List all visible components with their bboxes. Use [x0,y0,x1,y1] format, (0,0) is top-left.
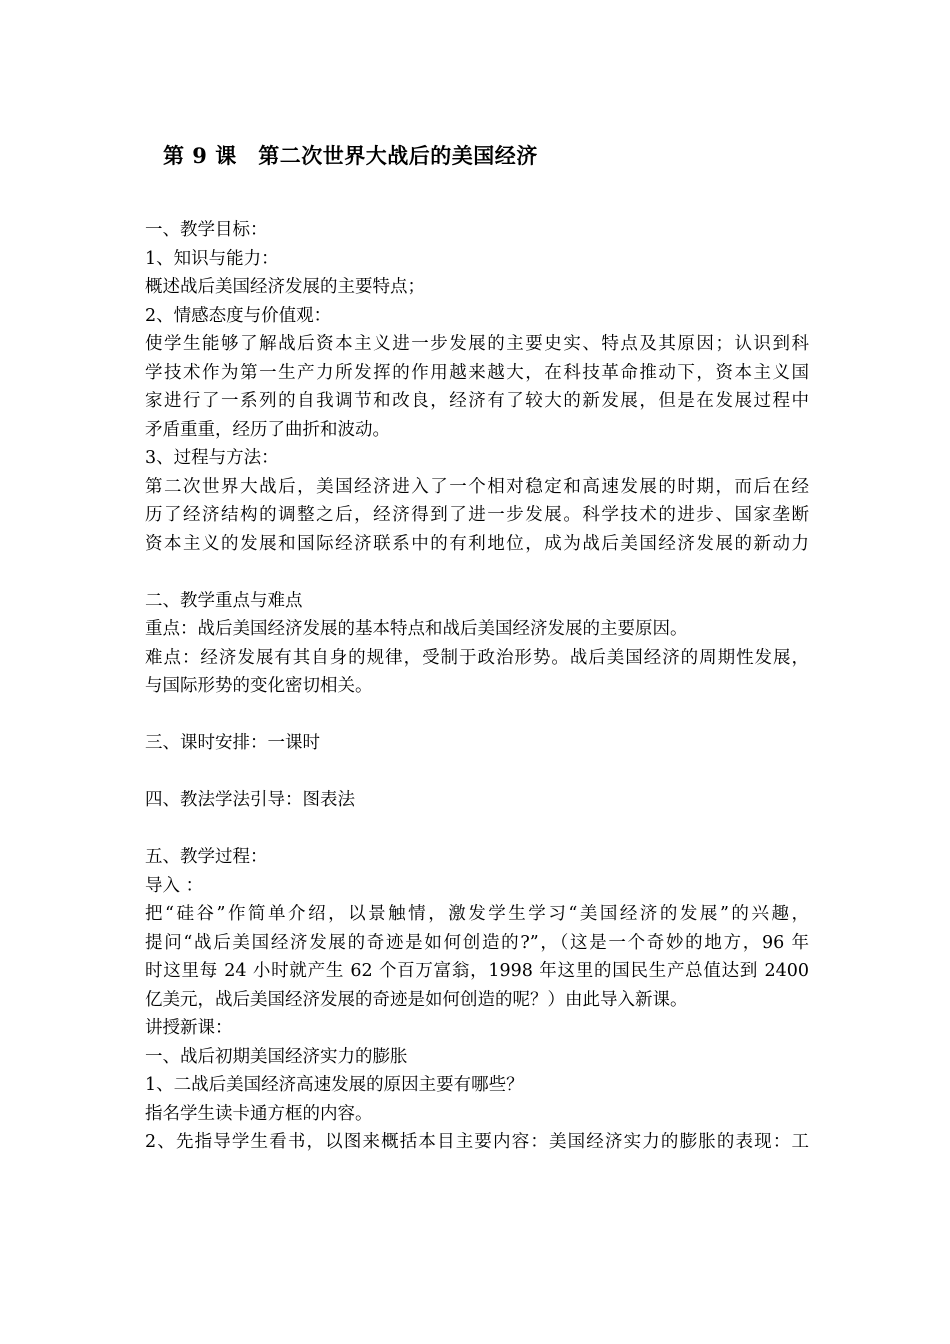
paragraph-line: 学技术作为第一生产力所发挥的作用越来越大，在科技革命推动下，资本主义国 [145,362,809,383]
subheading-new-lesson: 讲授新课： [145,1018,233,1038]
document-body [145,216,809,1157]
paragraph-line: 1、二战后美国经济高速发展的原因主要有哪些？ [145,1075,524,1095]
paragraph-line: 重点：战后美国经济发展的基本特点和战后美国经济发展的主要原因。 [145,619,688,639]
blank-line [145,815,809,844]
paragraph-line: 提问“战后美国经济发展的奇迹是如何创造的?”，（这是一个奇妙的地方，96 年 [145,932,809,953]
section-heading-schedule: 三、课时安排：一课时 [145,733,320,753]
subheading-intro: 导入 ： [145,875,204,896]
section-heading-objectives: 一、教学目标： [145,220,268,240]
paragraph-line: 难点：经济发展有其自身的规律，受制于政治形势。战后美国经济的周期性发展， [145,647,809,668]
subheading-knowledge: 1、知识与能力： [145,248,279,269]
paragraph-line: 2、先指导学生看书，以图来概括本目主要内容：美国经济实力的膨胀的表现：工 [145,1132,809,1152]
paragraph-line: 概述战后美国经济发展的主要特点； [145,277,425,297]
section-heading-method: 四、教法学法引导：图表法 [145,790,355,810]
section-heading-process: 五、教学过程： [145,847,268,867]
paragraph-line: 历了经济结构的调整之后，经济得到了进一步发展。科学技术的进步、国家垄断 [145,505,809,525]
paragraph-line: 亿美元，战后美国经济发展的奇迹是如何创造的呢？）由此导入新课。 [145,989,688,1010]
paragraph-line: 第二次世界大战后，美国经济进入了一个相对稳定和高速发展的时期，而后在经 [145,476,809,497]
subheading-process: 3、过程与方法： [145,448,279,468]
paragraph-line: 指名学生读卡通方框的内容。 [145,1103,373,1124]
blank-line [145,701,809,730]
paragraph-line: 把“硅谷”作简单介绍，以景触情，激发学生学习“美国经济的发展”的兴趣， [145,904,809,924]
paragraph-line: 资本主义的发展和国际经济联系中的有利地位，成为战后美国经济发展的新动力 [145,533,809,554]
blank-line [145,758,809,787]
document-title: 第 9 课 第二次世界大战后的美国经济 [163,143,538,168]
section-heading-key-points: 二、教学重点与难点 [145,590,303,611]
paragraph-line: 时这里每 24 小时就产生 62 个百万富翁，1998 年这里的国民生产总值达到 2400 [145,961,809,981]
blank-line [145,558,809,587]
paragraph-line: 使学生能够了解战后资本主义进一步发展的主要史实、特点及其原因；认识到科 [145,334,809,354]
subheading-emotion: 2、情感态度与价值观： [145,305,332,326]
subheading-section-one: 一、战后初期美国经济实力的膨胀 [145,1046,408,1067]
paragraph-line: 与国际形势的变化密切相关。 [145,676,373,696]
paragraph-line: 家进行了一系列的自我调节和改良，经济有了较大的新发展，但是在发展过程中 [145,391,809,411]
paragraph-line: 矛盾重重，经历了曲折和波动。 [145,419,390,440]
